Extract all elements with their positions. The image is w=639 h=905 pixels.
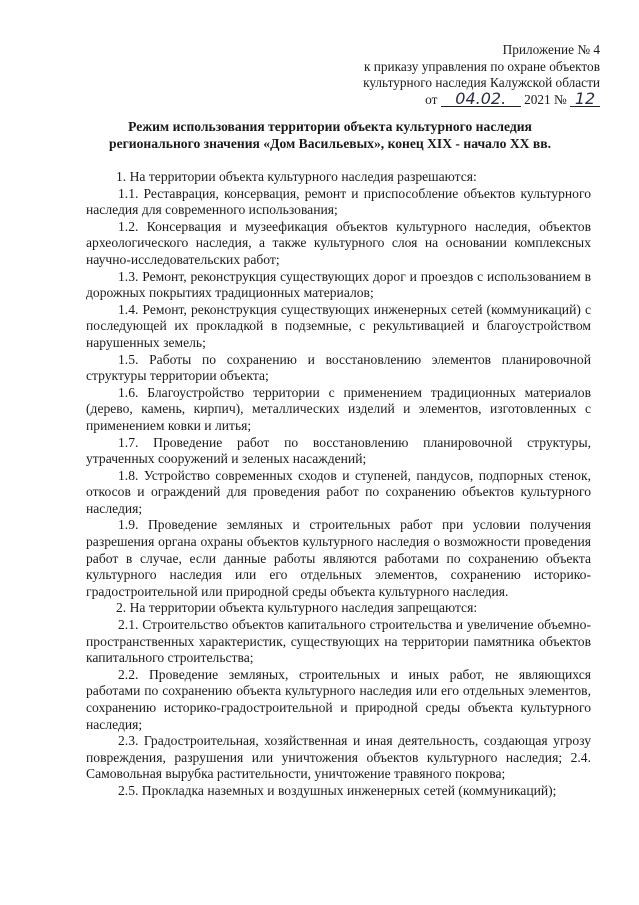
- clause-1-5: 1.5. Работы по сохранению и восстановлению элементов планировочной структуры территории объекта;: [86, 351, 591, 384]
- clause-1-6: 1.6. Благоустройство территории с применением традиционных материалов (дерево, камень, кирпич), металлических изделий и элементов, изготовленных с применением ковки и литья;: [86, 384, 591, 433]
- clause-2-5: 2.5. Прокладка наземных и воздушных инженерных сетей (коммуникаций);: [118, 782, 557, 798]
- order-date-handwritten: 04.02.: [441, 92, 521, 107]
- clause-1-2: 1.2. Консервация и музеефикация объектов культурного наследия, объектов археологического наследия, а также культурного слоя на основании комплексных научно-исследовательских работ;: [86, 218, 591, 267]
- clause-1-1: 1.1. Реставрация, консервация, ремонт и приспособление объектов культурного наследия для современного использования;: [86, 185, 591, 218]
- document-title-line-1: Режим использования территории объекта культурного наследия: [128, 119, 532, 134]
- section-1-heading: 1. На территории объекта культурного наследия разрешаются:: [116, 169, 477, 184]
- clause-2-3-2-4: 2.3. Градостроительная, хозяйственная и иная деятельность, создающая угрозу повреждения, разрушения или уничтожения объектов культурного наследия; 2.4. Самовольная вырубка растительности, уничтожение травяного покрова;: [86, 733, 591, 782]
- clause-1-9: 1.9. Проведение земляных и строительных работ при условии получения разрешения органа охраны объектов культурного наследия о возможности проведения работ в случае, если данные работы являются работами по сохранению объекта культурного наследия или его отдельных элементов, сохранению историко-градостроительной или природной среды объекта культурного наследия.: [86, 517, 591, 599]
- clause-1-7: 1.7. Проведение работ по восстановлению планировочной структуры, утраченных сооружений и зеленых насаждений;: [86, 434, 591, 467]
- order-year: 2021 №: [524, 91, 567, 107]
- document-body: [86, 169, 591, 800]
- clause-1-4: 1.4. Ремонт, реконструкция существующих инженерных сетей (коммуникаций) с последующей их прокладкой в подземные, с рекультивацией и благоустройством нарушенных земель;: [86, 301, 591, 350]
- clause-1-8: 1.8. Устройство современных сходов и ступеней, пандусов, подпорных стенок, откосов и ограждений для проведения работ по сохранению объектов культурного наследия;: [86, 467, 591, 516]
- order-reference-line-1: к приказу управления по охране объектов: [363, 58, 600, 74]
- document-title: [60, 118, 600, 152]
- order-from-prefix: от: [425, 91, 438, 107]
- appendix-number: Приложение № 4: [502, 42, 600, 57]
- clause-2-2: 2.2. Проведение земляных, строительных и иных работ, не являющихся работами по сохранению объекта культурного наследия или его отдельных элементов, сохранению историко-градостроительной и природной среды объекта культурного наследия;: [86, 666, 591, 732]
- order-date-number-line: [330, 88, 600, 109]
- clause-2-1: 2.1. Строительство объектов капитального строительства и увеличение объемно-пространственных характеристик, существующих на территории памятника объектов капитального строительства;: [86, 617, 591, 666]
- order-reference-line-2: культурного наследия Калужской области: [363, 75, 600, 90]
- clause-1-3: 1.3. Ремонт, реконструкция существующих дорог и проездов с использованием в дорожных покрытиях традиционных материалов;: [86, 268, 591, 301]
- section-2-heading: 2. На территории объекта культурного наследия запрещаются:: [116, 600, 478, 616]
- document-title-line-2: регионального значения «Дом Васильевых», конец XIX - начало XX вв.: [109, 136, 551, 151]
- order-number-handwritten: 12: [570, 92, 600, 107]
- appendix-header: [330, 42, 600, 108]
